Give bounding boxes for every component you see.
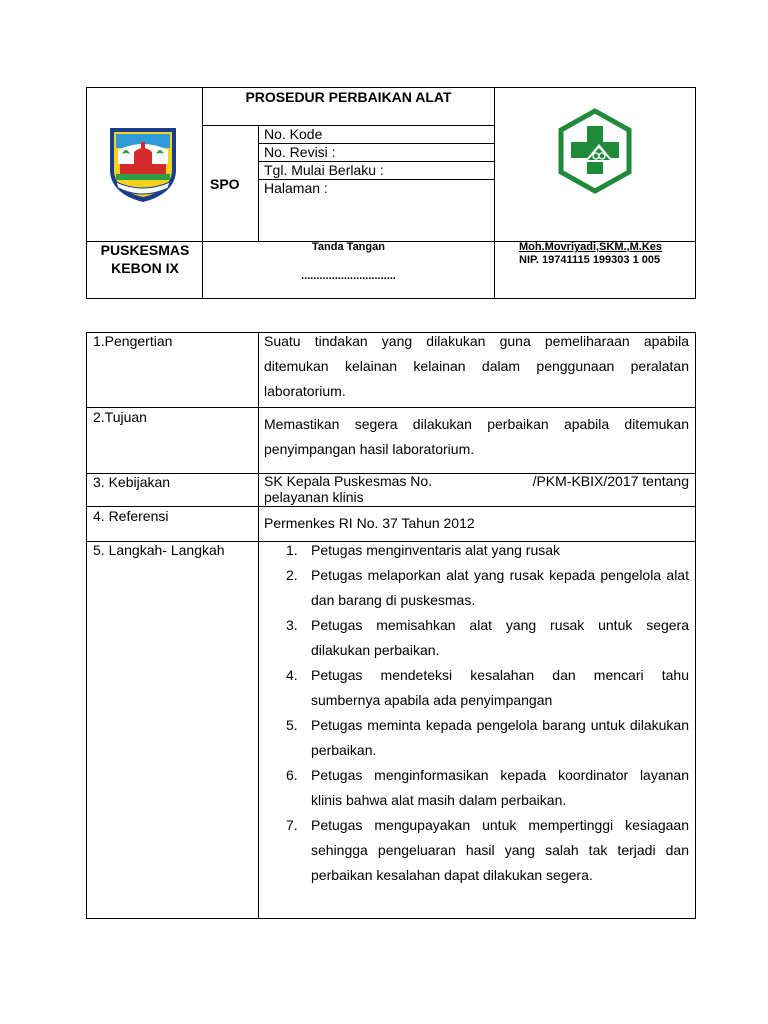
row-text-referensi: Permenkes RI No. 37 Tahun 2012 [264,515,475,531]
steps-list [259,538,689,888]
official-nip: NIP. 19741115 199303 1 005 [519,254,661,266]
step-number: 6. [286,767,298,783]
regional-emblem-logo [104,124,182,204]
step-number: 3. [286,617,298,633]
step-text: Petugas memisahkan alat yang rusak untuk segera dilakukan perbaikan. [311,617,689,658]
list-item [259,613,689,663]
signature-line: ............................... [301,270,396,282]
row-text-pengertian: Suatu tindakan yang dilakukan guna pemeliharaan apabila ditemukan kelainan kelainan dalam penggunaan peralatan laboratorium. [264,333,689,399]
signature-label: Tanda Tangan [312,241,385,253]
list-item [259,563,689,613]
step-number: 7. [286,817,298,833]
list-item [259,538,689,563]
step-text: Petugas mengupayakan untuk mempertinggi kesiagaan sehingga pengeluaran hasil yang salah tak terjadi dan perbaikan kesalahan dapat dilakukan segera. [311,817,689,883]
row-label-pengertian: 1.Pengertian [93,333,173,349]
field-tgl-mulai-berlaku: Tgl. Mulai Berlaku : [264,162,384,178]
step-number: 4. [286,667,298,683]
list-item [259,713,689,763]
step-text: Petugas melaporkan alat yang rusak kepada pengelola alat dan barang di puskesmas. [311,567,689,608]
step-text: Petugas meminta kepada pengelola barang untuk dilakukan perbaikan. [311,717,689,758]
list-item [259,663,689,713]
row-text-tujuan: Memastikan segera dilakukan perbaikan apabila ditemukan penyimpangan hasil laboratorium. [264,416,689,457]
kebijakan-part2: /PKM-KBIX/2017 tentang [532,473,689,489]
row-label-kebijakan: 3. Kebijakan [93,474,171,490]
step-text: Petugas mendeteksi kesalahan dan mencari tahu sumbernya apabila ada penyimpangan [311,667,689,708]
organization-name: PUSKESMAS KEBON IX [100,242,190,276]
list-item [259,813,689,888]
kebijakan-line2: pelayanan klinis [264,489,364,505]
row-label-langkah: 5. Langkah- Langkah [93,542,225,558]
document-title: PROSEDUR PERBAIKAN ALAT [245,89,452,105]
row-label-tujuan: 2.Tujuan [93,409,147,425]
official-name: Moh.Movriyadi,SKM.,M.Kes [519,241,663,253]
field-no-revisi: No. Revisi : [264,144,336,160]
field-no-kode: No. Kode [264,126,323,142]
step-text: Petugas menginformasikan kepada koordinator layanan klinis bahwa alat masih dalam perbaikan. [311,767,689,808]
step-number: 1. [286,542,298,558]
row-label-referensi: 4. Referensi [93,508,169,524]
field-halaman: Halaman : [264,180,328,196]
step-text: Petugas menginventaris alat yang rusak [311,542,561,558]
step-number: 2. [286,567,298,583]
step-number: 5. [286,717,298,733]
spo-label: SPO [210,176,240,192]
kebijakan-part1: SK Kepala Puskesmas No. [264,473,433,489]
row-text-kebijakan [264,473,689,505]
puskesmas-logo [556,108,634,194]
list-item [259,763,689,813]
